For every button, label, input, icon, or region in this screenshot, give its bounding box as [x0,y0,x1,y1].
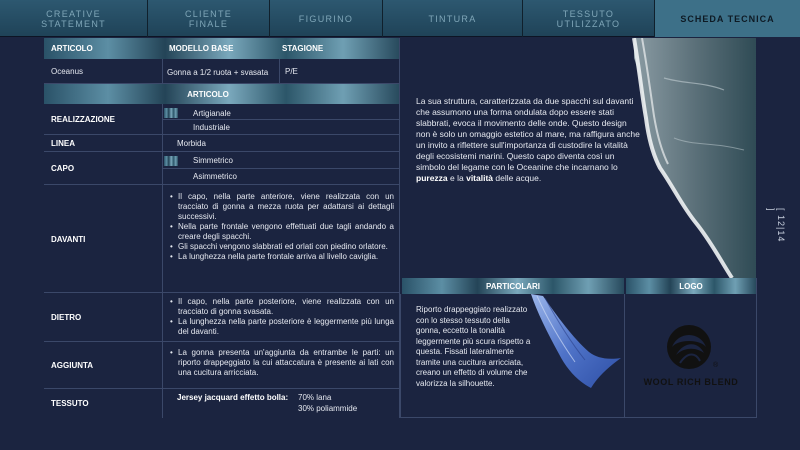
tessuto-name: Jersey jacquard effetto bolla: [177,393,289,402]
header-modello-base: MODELLO BASE [169,44,234,53]
tab-cliente-finale[interactable]: CLIENTE FINALE [148,0,270,37]
checkbox-artigianale-checked[interactable] [164,108,178,118]
drape-illustration [527,292,623,392]
row-linea [44,135,400,152]
sea-shore-image [594,38,756,278]
dietro-bullets [170,297,394,337]
tab-tintura[interactable]: TINTURA [383,0,523,37]
option-asimmetrico: Asimmetrico [193,172,238,181]
logo-brand-text: WOOL RICH BLEND [643,377,739,387]
header-articolo: ARTICOLO [51,44,93,53]
technical-table [44,38,400,418]
header-stagione: STAGIONE [282,44,324,53]
articolo-value: Oceanus [51,67,84,76]
list-item: • La gonna presenta un'aggiunta da entrambe le parti: un riporto drappeggiato la cui attaccatura è presente ai lati con una cucitura arricciata. [170,348,394,378]
logo-title-bar [626,278,756,294]
aggiunta-bullets [170,348,394,378]
row-davanti [44,185,400,293]
tab-tessuto-utilizzato[interactable]: TESSUTO UTILIZZATO [523,0,655,37]
tessuto-composition-1: 70% lana [298,393,332,402]
list-item: • Gli spacchi vengono slabbrati ed orlati con piedino orlatore. [170,242,394,252]
capo-label: CAPO [51,164,75,173]
list-item: • Il capo, nella parte posteriore, viene realizzata con un tracciato di gonna svasata. [170,297,394,317]
section-title: ARTICOLO [187,89,229,99]
davanti-bullets [170,192,394,262]
section-title-bar [44,84,400,104]
checkbox-simmetrico-checked[interactable] [164,156,178,166]
particolari-text: Riporto drappeggiato realizzato con lo stesso tessuto della gonna, eccetto la tonalità leggermente più scura rispetto a questa. Fissati lateralmente tramite una cucitura arricciata, creano un effetto di volume che valorizza la silhouette. [416,305,531,388]
page-number: [ 12|14 ] [766,208,786,243]
dietro-label: DIETRO [51,313,82,322]
list-item: • Il capo, nella parte anteriore, viene realizzata con un tracciato di gonna a mezza ruota per adattarsi ai dettagli successivi. [170,192,394,222]
bottom-band [0,418,800,450]
aggiunta-label: AGGIUNTA [51,361,94,370]
option-simmetrico: Simmetrico [193,156,234,165]
logo-title: LOGO [679,281,703,291]
tessuto-label: TESSUTO [51,399,89,408]
linea-value: Morbida [177,139,206,148]
description-bold-vitalita: vitalità [466,173,494,183]
tab-creative-statement[interactable]: CREATIVE STATEMENT [0,0,148,37]
wool-rich-blend-logo-icon [664,323,714,371]
header-values-row [44,59,400,84]
row-aggiunta [44,342,400,389]
list-item: • La lunghezza nella parte frontale arriva al livello caviglia. [170,252,394,262]
description-text: La sua struttura, caratterizzata da due spacchi sul davanti che assumono una forma ondulata dopo essere stati slabbrati, evoca il movimento delle onde. Questo design non è solo un omaggio estetico al mare, ma raffigura anche un invito a riflettere sull'importanza di custodire la vitalità degli ecosistemi marini. Questo capo diventa così un simbolo del legame con le Oceanine che incarnano lo purezza e la vitalità delle acque. [416,96,640,183]
davanti-label: DAVANTI [51,234,86,244]
row-capo [44,152,400,185]
list-item: • Nella parte frontale vengono effettuati due tagli andando a creare degli spacchi. [170,222,394,242]
logo-registered-mark: ® [713,362,719,369]
option-artigianale: Artigianale [193,109,231,118]
realizzazione-label: REALIZZAZIONE [51,115,115,124]
particolari-title: PARTICOLARI [485,281,541,291]
modello-value: Gonna a 1/2 ruota + svasata [167,68,269,77]
option-industriale: Industriale [193,123,230,132]
top-nav [0,0,800,37]
tab-figurino[interactable]: FIGURINO [270,0,383,37]
tab-scheda-tecnica[interactable]: SCHEDA TECNICA [655,0,800,37]
description-bold-purezza: purezza [416,173,448,183]
row-dietro [44,293,400,342]
row-realizzazione [44,104,400,135]
tessuto-composition-2: 30% poliammide [298,404,358,413]
stagione-value: P/E [285,67,298,76]
row-tessuto [44,389,400,418]
list-item: • La lunghezza nella parte posteriore è leggermente più lunga del davanti. [170,317,394,337]
linea-label: LINEA [51,139,75,148]
